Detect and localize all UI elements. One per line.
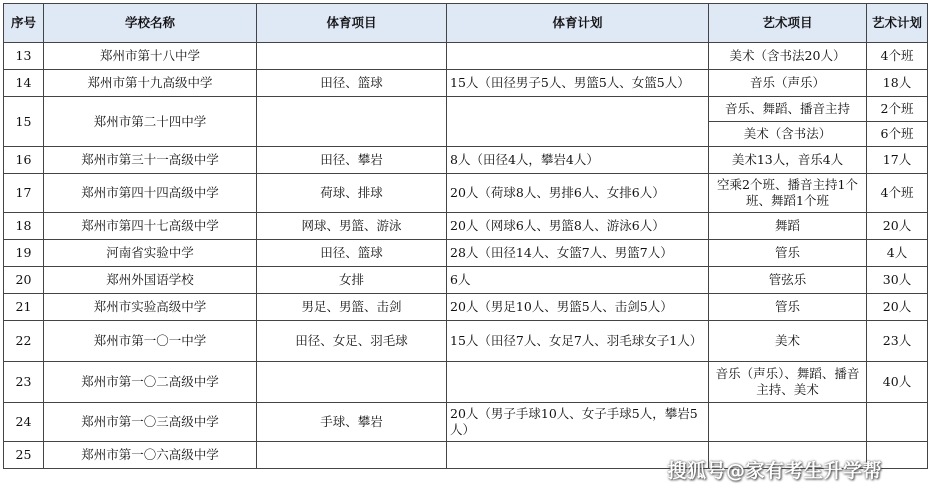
table-row (4, 147, 928, 174)
cell-no: 23 (4, 362, 44, 403)
table-row (4, 70, 928, 97)
watermark: 搜狐号@家有考生升学帮 (667, 460, 882, 482)
cell-art: 美术13人，音乐4人 (709, 147, 867, 174)
cell-sport: 田径、篮球 (257, 70, 447, 97)
cell-sport (257, 442, 447, 469)
cell-no: 16 (4, 147, 44, 174)
cell-art: 舞蹈 (709, 213, 867, 240)
table-row (4, 321, 928, 362)
cell-art: 美术（含书法） (709, 122, 867, 147)
cell-school: 郑州市第二十四中学 (44, 97, 257, 147)
cell-sport-plan: 20人（男子手球10人、女子手球5人，攀岩5人） (447, 403, 709, 442)
cell-no: 18 (4, 213, 44, 240)
cell-no: 20 (4, 267, 44, 294)
cell-art-plan: 2个班 (867, 97, 928, 122)
cell-art: 音乐、舞蹈、播音主持 (709, 97, 867, 122)
cell-no: 17 (4, 174, 44, 213)
cell-art-plan: 4人 (867, 240, 928, 267)
cell-sport: 田径、女足、羽毛球 (257, 321, 447, 362)
cell-sport: 手球、攀岩 (257, 403, 447, 442)
cell-sport: 男足、男篮、击剑 (257, 294, 447, 321)
cell-school: 河南省实验中学 (44, 240, 257, 267)
cell-art-plan (867, 403, 928, 442)
cell-art: 音乐（声乐）、舞蹈、播音主持、美术 (709, 362, 867, 403)
cell-school: 郑州市第四十七高级中学 (44, 213, 257, 240)
cell-no: 19 (4, 240, 44, 267)
cell-sport-plan: 15人（田径7人、女足7人、羽毛球女子1人） (447, 321, 709, 362)
cell-art-plan: 30人 (867, 267, 928, 294)
cell-school: 郑州市第三十一高级中学 (44, 147, 257, 174)
cell-school: 郑州外国语学校 (44, 267, 257, 294)
cell-sport-plan: 8人（田径4人，攀岩4人） (447, 147, 709, 174)
cell-no: 13 (4, 43, 44, 70)
cell-sport-plan: 6人 (447, 267, 709, 294)
table-row (4, 403, 928, 442)
cell-art (709, 403, 867, 442)
table-row (4, 362, 928, 403)
cell-school: 郑州市第一〇一中学 (44, 321, 257, 362)
cell-no: 21 (4, 294, 44, 321)
cell-no: 14 (4, 70, 44, 97)
header-art: 艺术项目 (709, 4, 867, 43)
cell-art: 美术（含书法20人） (709, 43, 867, 70)
header-no: 序号 (4, 4, 44, 43)
cell-sport: 田径、攀岩 (257, 147, 447, 174)
cell-sport (257, 97, 447, 147)
table-row (4, 174, 928, 213)
cell-sport: 女排 (257, 267, 447, 294)
header-sport: 体育项目 (257, 4, 447, 43)
table-row (4, 294, 928, 321)
cell-sport-plan: 15人（田径男子5人、男篮5人、女篮5人） (447, 70, 709, 97)
cell-art: 管乐 (709, 294, 867, 321)
table-row (4, 240, 928, 267)
table-row (4, 213, 928, 240)
cell-art-plan: 6个班 (867, 122, 928, 147)
cell-art: 美术 (709, 321, 867, 362)
table-row (4, 97, 928, 122)
cell-sport-plan (447, 362, 709, 403)
cell-art: 管乐 (709, 240, 867, 267)
cell-art-plan: 4个班 (867, 43, 928, 70)
cell-no: 15 (4, 97, 44, 147)
cell-art-plan: 4个班 (867, 174, 928, 213)
cell-art: 管弦乐 (709, 267, 867, 294)
cell-no: 25 (4, 442, 44, 469)
cell-art-plan: 20人 (867, 294, 928, 321)
cell-sport: 荷球、排球 (257, 174, 447, 213)
cell-school: 郑州市第四十四高级中学 (44, 174, 257, 213)
cell-sport: 田径、篮球 (257, 240, 447, 267)
cell-art-plan: 20人 (867, 213, 928, 240)
cell-art: 音乐（声乐） (709, 70, 867, 97)
header-art-plan: 艺术计划 (867, 4, 928, 43)
cell-art: 空乘2个班、播音主持1个班、舞蹈1个班 (709, 174, 867, 213)
cell-sport-plan: 28人（田径14人、女篮7人、男篮7人） (447, 240, 709, 267)
admission-table (3, 3, 928, 469)
cell-school: 郑州市实验高级中学 (44, 294, 257, 321)
cell-sport (257, 362, 447, 403)
table-row (4, 267, 928, 294)
cell-sport-plan (447, 43, 709, 70)
cell-no: 22 (4, 321, 44, 362)
cell-school: 郑州市第一〇二高级中学 (44, 362, 257, 403)
cell-school: 郑州市第一〇六高级中学 (44, 442, 257, 469)
table-row (4, 43, 928, 70)
cell-sport-plan: 20人（荷球8人、男排6人、女排6人） (447, 174, 709, 213)
cell-art-plan: 23人 (867, 321, 928, 362)
cell-sport (257, 43, 447, 70)
header-school: 学校名称 (44, 4, 257, 43)
cell-sport-plan: 20人（男足10人、男篮5人、击剑5人） (447, 294, 709, 321)
cell-sport-plan: 20人（网球6人、男篮8人、游泳6人） (447, 213, 709, 240)
header-sport-plan: 体育计划 (447, 4, 709, 43)
cell-art-plan: 17人 (867, 147, 928, 174)
cell-sport: 网球、男篮、游泳 (257, 213, 447, 240)
cell-sport-plan (447, 97, 709, 147)
header-row (4, 4, 928, 43)
cell-school: 郑州市第一〇三高级中学 (44, 403, 257, 442)
cell-art-plan: 18人 (867, 70, 928, 97)
cell-school: 郑州市第十九高级中学 (44, 70, 257, 97)
cell-no: 24 (4, 403, 44, 442)
cell-school: 郑州市第十八中学 (44, 43, 257, 70)
cell-art-plan: 40人 (867, 362, 928, 403)
